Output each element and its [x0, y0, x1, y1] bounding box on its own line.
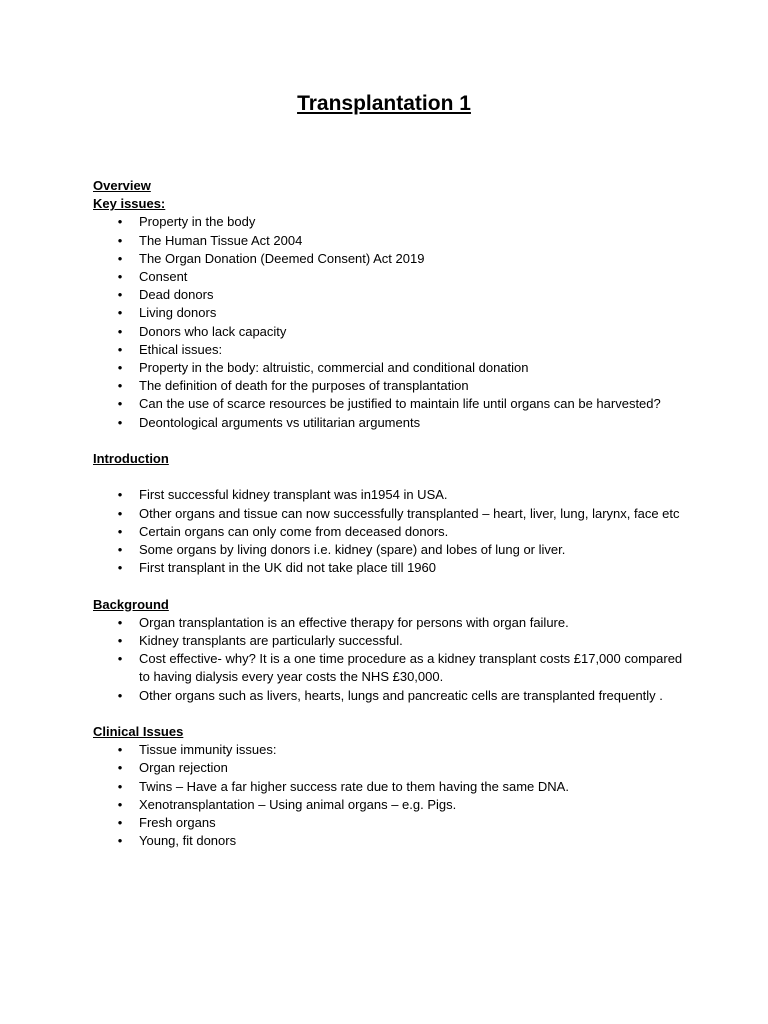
list-item-text: Ethical issues:: [139, 341, 223, 357]
list-item: [93, 523, 693, 541]
list-item: [93, 614, 693, 632]
list-item-text: Cost effective- why? It is a one time procedure as a kidney transplant costs £17,000 compared to having dialysis every year costs the NHS £30,000.: [139, 651, 683, 685]
list-item-text: Twins – Have a far higher success rate due to them having the same DNA.: [139, 778, 569, 794]
bullet-icon: •: [117, 214, 123, 230]
background-list: [93, 614, 693, 705]
clinical-issues-list: [93, 741, 693, 850]
list-item-text: Organ transplantation is an effective therapy for persons with organ failure.: [139, 614, 569, 630]
bullet-icon: •: [117, 833, 123, 849]
list-item-text: Dead donors: [139, 287, 214, 303]
bullet-icon: •: [117, 796, 123, 812]
section-spacer: [93, 577, 693, 595]
bullet-icon: •: [117, 632, 123, 648]
bullet-icon: •: [117, 760, 123, 776]
list-item-text: Consent: [139, 268, 188, 284]
section-spacer: [93, 468, 693, 486]
list-item-text: Other organs such as livers, hearts, lungs and pancreatic cells are transplanted frequently .: [139, 687, 663, 703]
list-item-text: Tissue immunity issues:: [139, 742, 277, 758]
list-item-text: The Human Tissue Act 2004: [139, 232, 303, 248]
list-item: [93, 359, 693, 377]
bullet-icon: •: [117, 250, 123, 266]
bullet-icon: •: [117, 742, 123, 758]
bullet-icon: •: [117, 268, 123, 284]
list-item: [93, 268, 693, 286]
list-item: [93, 377, 693, 395]
list-item: [93, 395, 693, 413]
bullet-icon: •: [117, 614, 123, 630]
list-item: [93, 650, 693, 686]
list-item: [93, 796, 693, 814]
list-item: [93, 741, 693, 759]
list-item: [93, 213, 693, 231]
bullet-icon: •: [117, 487, 123, 503]
list-item-text: The definition of death for the purposes of transplantation: [139, 378, 469, 394]
list-item-text: First successful kidney transplant was in1954 in USA.: [139, 487, 448, 503]
clinical-issues-heading: Clinical Issues: [93, 723, 184, 739]
bullet-icon: •: [117, 305, 123, 321]
bullet-icon: •: [117, 396, 123, 412]
list-item: [93, 778, 693, 796]
section-spacer: [93, 432, 693, 450]
list-item-text: Donors who lack capacity: [139, 323, 287, 339]
list-item: [93, 304, 693, 322]
list-item: [93, 759, 693, 777]
list-item: [93, 286, 693, 304]
key-issues-heading: Key issues:: [93, 196, 166, 212]
list-item-text: Other organs and tissue can now successfully transplanted – heart, liver, lung, larynx, face etc: [139, 505, 680, 521]
list-item-text: Deontological arguments vs utilitarian arguments: [139, 414, 421, 430]
bullet-icon: •: [117, 505, 123, 521]
list-item-text: Property in the body: altruistic, commercial and conditional donation: [139, 360, 529, 375]
overview-list: [93, 213, 693, 431]
list-item: [93, 250, 693, 268]
bullet-icon: •: [117, 541, 123, 557]
list-item-text: Some organs by living donors i.e. kidney (spare) and lobes of lung or liver.: [139, 541, 566, 557]
list-item: [93, 323, 693, 341]
overview-heading: Overview: [93, 178, 151, 193]
section-spacer: [93, 705, 693, 723]
bullet-icon: •: [117, 814, 123, 830]
bullet-icon: •: [117, 651, 123, 667]
bullet-icon: •: [117, 287, 123, 303]
list-item: [93, 687, 693, 705]
list-item-text: Organ rejection: [139, 760, 228, 776]
bullet-icon: •: [117, 560, 123, 576]
document-title: Transplantation 1: [297, 92, 471, 115]
bullet-icon: •: [117, 378, 123, 394]
bullet-icon: •: [117, 360, 123, 375]
list-item: [93, 632, 693, 650]
list-item-text: Kidney transplants are particularly successful.: [139, 632, 403, 648]
bullet-icon: •: [117, 341, 123, 357]
bullet-icon: •: [117, 687, 123, 703]
list-item: [93, 341, 693, 359]
list-item-text: The Organ Donation (Deemed Consent) Act 2019: [139, 250, 425, 266]
list-item: [93, 541, 693, 559]
list-item: [93, 505, 693, 523]
list-item: [93, 832, 693, 850]
bullet-icon: •: [117, 523, 123, 539]
list-item-text: Living donors: [139, 305, 217, 321]
introduction-heading: Introduction: [93, 451, 169, 466]
list-item: [93, 814, 693, 832]
list-item-text: Xenotransplantation – Using animal organs – e.g. Pigs.: [139, 796, 457, 812]
list-item: [93, 414, 693, 432]
list-item: [93, 232, 693, 250]
list-item-text: Property in the body: [139, 214, 256, 230]
document-body: [93, 177, 693, 850]
list-item: [93, 486, 693, 504]
list-item: [93, 559, 693, 577]
bullet-icon: •: [117, 778, 123, 794]
background-heading: Background: [93, 596, 169, 612]
list-item-text: Certain organs can only come from deceased donors.: [139, 523, 449, 539]
list-item-text: Can the use of scarce resources be justified to maintain life until organs can be harvested?: [139, 396, 661, 412]
list-item-text: Fresh organs: [139, 814, 216, 830]
bullet-icon: •: [117, 232, 123, 248]
list-item-text: Young, fit donors: [139, 833, 237, 849]
bullet-icon: •: [117, 414, 123, 430]
list-item-text: First transplant in the UK did not take place till 1960: [139, 560, 436, 576]
introduction-list: [93, 486, 693, 577]
bullet-icon: •: [117, 323, 123, 339]
